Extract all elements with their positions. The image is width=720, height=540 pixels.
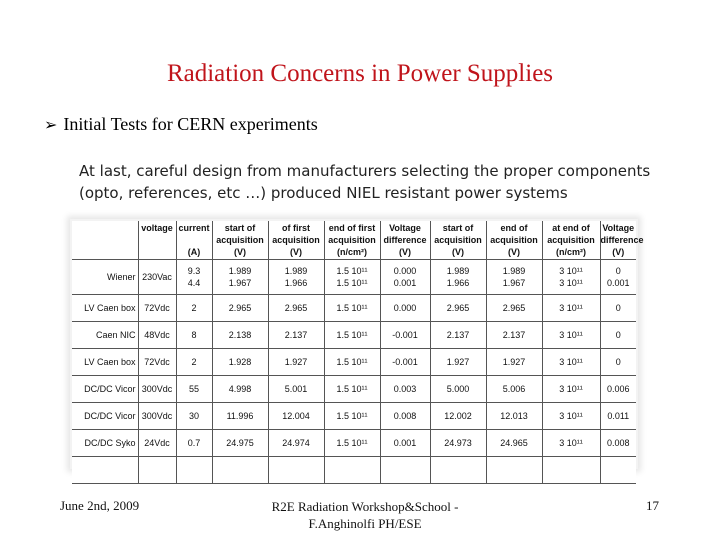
table-cell: [430, 403, 486, 430]
table-cell: [600, 295, 636, 322]
cell-value: 300Vdc: [141, 411, 173, 421]
column-header-line: (A): [187, 247, 201, 257]
cell-value: 1.927: [446, 357, 470, 367]
table-cell: [430, 322, 486, 349]
table-cell: [542, 349, 600, 376]
table-cell: [268, 349, 324, 376]
table-cell: [268, 457, 324, 484]
cell-value: 5.000: [446, 384, 470, 394]
column-header-line: [72, 222, 138, 234]
column-header-line: at end of: [552, 223, 590, 233]
cell-value: LV Caen box: [84, 303, 136, 313]
column-header: [542, 221, 600, 260]
cell-value: DC/DC Vicor: [84, 411, 136, 421]
cell-value: 3 10¹¹: [559, 411, 583, 421]
cell-value: 24.974: [282, 438, 310, 448]
column-header-line: Voltage: [602, 223, 635, 233]
cell-value: 1.989: [446, 266, 470, 276]
table-cell: [138, 403, 176, 430]
column-header: [268, 221, 324, 260]
description-line: At last, careful design from manufacturers selecting the proper components: [79, 162, 651, 180]
table-cell: [212, 430, 268, 457]
cell-value: 2.137: [284, 330, 308, 340]
table-cell: [138, 349, 176, 376]
table-cell: [268, 403, 324, 430]
cell-value: Caen NIC: [95, 330, 136, 340]
column-header: [486, 221, 542, 260]
cell-value: 5.001: [284, 384, 308, 394]
table-cell: [380, 349, 430, 376]
cell-value: 4.998: [228, 384, 252, 394]
cell-value: 1.5 10¹¹: [336, 303, 368, 313]
cell-value: 24.973: [444, 438, 472, 448]
cell-value: 2: [191, 303, 197, 313]
table-cell: [380, 430, 430, 457]
cell-value: 1.5 10¹¹: [336, 384, 368, 394]
column-header-line: (V): [612, 247, 625, 257]
cell-value: 1.967: [502, 278, 526, 288]
table-cell: [600, 260, 636, 295]
table-cell: [430, 457, 486, 484]
table-row: [72, 403, 636, 430]
table-row: [72, 376, 636, 403]
cell-value: 1.927: [284, 357, 308, 367]
table-cell: [72, 295, 138, 322]
column-header-line: voltage: [141, 223, 173, 233]
table-cell: [212, 260, 268, 295]
table-cell: [212, 457, 268, 484]
column-header-line: acquisition: [490, 235, 538, 245]
table-cell: [486, 349, 542, 376]
column-header-line: (V): [508, 247, 520, 257]
table-cell: [380, 457, 430, 484]
table-cell: [72, 260, 138, 295]
table-cell: [212, 295, 268, 322]
column-header-line: acquisition: [272, 235, 320, 245]
table-cell: [600, 403, 636, 430]
table-cell: [542, 376, 600, 403]
table-cell: [138, 295, 176, 322]
column-header: [380, 221, 430, 260]
table-cell: [486, 260, 542, 295]
cell-value: 11.996: [226, 411, 254, 421]
cell-value: 300Vdc: [141, 384, 173, 394]
column-header-line: difference: [600, 235, 644, 245]
cell-value: 5.006: [502, 384, 526, 394]
table-cell: [72, 376, 138, 403]
cell-value: 2.965: [502, 303, 526, 313]
table-cell: [176, 457, 212, 484]
cell-value: -0.001: [392, 357, 418, 367]
table-row: [72, 349, 636, 376]
table-cell: [600, 349, 636, 376]
table-row: [72, 260, 636, 295]
column-header-line: [72, 234, 138, 246]
cell-value: 2.138: [228, 330, 252, 340]
table-cell: [430, 260, 486, 295]
description-line: (opto, references, etc …) produced NIEL resistant power systems: [79, 184, 568, 202]
table-cell: [138, 430, 176, 457]
table-cell: [212, 376, 268, 403]
column-header: [430, 221, 486, 260]
cell-value: 1.5 10¹¹: [336, 357, 368, 367]
cell-value: 0.003: [393, 384, 417, 394]
table-cell: [380, 376, 430, 403]
table-cell: [600, 376, 636, 403]
column-header-line: [177, 234, 212, 246]
table-cell: [430, 430, 486, 457]
table-cell: [324, 260, 380, 295]
cell-value: 1.5 10¹¹: [336, 266, 368, 276]
cell-value: 12.013: [500, 411, 528, 421]
table-cell: [212, 349, 268, 376]
column-header-line: difference: [383, 235, 427, 245]
table-cell: [324, 349, 380, 376]
cell-value: 2.137: [502, 330, 526, 340]
table-cell: [542, 403, 600, 430]
cell-value: 12.004: [282, 411, 310, 421]
table-cell: [486, 457, 542, 484]
cell-value: 1.5 10¹¹: [336, 278, 368, 288]
table-cell: [600, 322, 636, 349]
cell-value: 1.967: [228, 278, 252, 288]
cell-value: 4.4: [187, 278, 201, 288]
cell-value: DC/DC Syko: [84, 438, 136, 448]
table-cell: [324, 430, 380, 457]
column-header-line: of first: [282, 223, 310, 233]
table-cell: [176, 260, 212, 295]
table-cell: [380, 322, 430, 349]
table-row: [72, 322, 636, 349]
column-header-line: acquisition: [216, 235, 264, 245]
table-cell: [600, 457, 636, 484]
cell-value: 1.928: [228, 357, 252, 367]
table-row: [72, 295, 636, 322]
table-cell: [380, 260, 430, 295]
table-cell: [138, 376, 176, 403]
cell-value: 48Vdc: [144, 330, 170, 340]
footer-event: [250, 498, 480, 532]
cell-value: 2.965: [446, 303, 470, 313]
cell-value: 0: [615, 330, 621, 340]
cell-value: 3 10¹¹: [559, 278, 583, 288]
column-header-line: (V): [399, 247, 411, 257]
table-cell: [176, 403, 212, 430]
cell-value: 230Vac: [142, 272, 172, 282]
cell-value: 72Vdc: [144, 357, 170, 367]
cell-value: 24.965: [500, 438, 528, 448]
column-header-line: (n/cm²): [556, 247, 586, 257]
table-cell: [212, 403, 268, 430]
column-header-line: [72, 246, 138, 258]
table-cell: [324, 295, 380, 322]
table-cell: [542, 322, 600, 349]
cell-value: 2.965: [284, 303, 308, 313]
footer-event-line: R2E Radiation Workshop&School -: [271, 499, 459, 514]
table-cell: [268, 260, 324, 295]
table-cell: [176, 376, 212, 403]
footer-event-line: F.Anghinolfi PH/ESE: [308, 516, 422, 531]
cell-value: 3 10¹¹: [559, 384, 583, 394]
cell-value: 0.001: [393, 438, 417, 448]
column-header-line: start of: [224, 223, 256, 233]
cell-value: 0.008: [393, 411, 417, 421]
cell-value: 1.989: [228, 266, 252, 276]
column-header-line: [139, 246, 176, 258]
page-number: 17: [646, 498, 659, 513]
cell-value: 1.966: [284, 278, 308, 288]
cell-value: 0.001: [606, 278, 630, 288]
table-cell: [600, 430, 636, 457]
cell-value: LV Caen box: [84, 357, 136, 367]
table-cell: [380, 295, 430, 322]
slide-title: Radiation Concerns in Power Supplies: [166, 60, 554, 87]
description-text: [79, 160, 679, 204]
column-header: [176, 221, 212, 260]
cell-value: 3 10¹¹: [559, 266, 583, 276]
table-cell: [430, 349, 486, 376]
cell-value: 1.989: [284, 266, 308, 276]
table-cell: [212, 322, 268, 349]
column-header: [600, 221, 644, 260]
cell-value: 3 10¹¹: [559, 357, 583, 367]
cell-value: 2.965: [228, 303, 252, 313]
column-header-line: Voltage: [389, 223, 421, 233]
column-header-line: acquisition: [434, 235, 482, 245]
results-table: [72, 221, 644, 484]
column-header: [212, 221, 268, 260]
table-cell: [324, 322, 380, 349]
table-cell: [268, 376, 324, 403]
table-cell: [486, 403, 542, 430]
table-cell: [268, 322, 324, 349]
arrow-bullet-icon: ➢: [44, 115, 58, 134]
column-header-line: [139, 234, 176, 246]
cell-value: 0.000: [393, 266, 417, 276]
cell-value: 2.137: [446, 330, 470, 340]
cell-value: 8: [191, 330, 197, 340]
cell-value: 1.5 10¹¹: [336, 330, 368, 340]
table-cell: [430, 376, 486, 403]
table-cell: [542, 295, 600, 322]
table-cell: [542, 430, 600, 457]
table-cell: [324, 457, 380, 484]
column-header: [138, 221, 176, 260]
cell-value: 0: [615, 357, 621, 367]
cell-value: 3 10¹¹: [559, 303, 583, 313]
cell-value: Wiener: [106, 272, 136, 282]
table-cell: [138, 260, 176, 295]
column-header-line: acquisition: [328, 235, 376, 245]
cell-value: 1.5 10¹¹: [336, 411, 368, 421]
table-cell: [430, 295, 486, 322]
table-cell: [380, 403, 430, 430]
table-cell: [72, 430, 138, 457]
bullet-text: Initial Tests for CERN experiments: [63, 114, 318, 134]
cell-value: 0.008: [606, 438, 630, 448]
cell-value: 12.002: [444, 411, 472, 421]
cell-value: 55: [188, 384, 199, 394]
column-header-line: end of first: [328, 223, 376, 233]
table-cell: [72, 457, 138, 484]
cell-value: 0.000: [393, 303, 417, 313]
table-row: [72, 430, 636, 457]
cell-value: 3 10¹¹: [559, 330, 583, 340]
table-cell: [268, 430, 324, 457]
column-header-line: (V): [234, 247, 246, 257]
cell-value: 72Vdc: [144, 303, 170, 313]
cell-value: DC/DC Vicor: [84, 384, 136, 394]
cell-value: 9.3: [187, 266, 201, 276]
column-header: [72, 221, 138, 260]
column-header-line: start of: [442, 223, 474, 233]
table-cell: [486, 295, 542, 322]
column-header-line: end of: [500, 223, 528, 233]
table-cell: [72, 322, 138, 349]
table-cell: [138, 457, 176, 484]
cell-value: 0.011: [607, 411, 630, 421]
table-header-row: [72, 221, 636, 260]
column-header-line: acquisition: [547, 235, 595, 245]
cell-value: 0.001: [393, 278, 417, 288]
cell-value: 24Vdc: [144, 438, 170, 448]
table-cell: [486, 430, 542, 457]
table-cell: [72, 403, 138, 430]
table-cell: [138, 322, 176, 349]
table-cell: [176, 349, 212, 376]
table-cell: [542, 457, 600, 484]
cell-value: 1.927: [502, 357, 526, 367]
table-cell: [542, 260, 600, 295]
table-body: [72, 260, 636, 484]
column-header-line: (n/cm²): [337, 247, 367, 257]
cell-value: 1.966: [446, 278, 470, 288]
table-cell: [176, 295, 212, 322]
table-cell: [268, 295, 324, 322]
cell-value: 24.975: [226, 438, 254, 448]
cell-value: 3 10¹¹: [559, 438, 583, 448]
cell-value: 30: [188, 411, 199, 421]
column-header: [324, 221, 380, 260]
table-cell: [486, 322, 542, 349]
bullet-point: [44, 114, 318, 135]
cell-value: 2: [191, 357, 197, 367]
cell-value: 0.7: [187, 438, 201, 448]
table-cell: [176, 430, 212, 457]
table-cell: [324, 403, 380, 430]
footer-date: June 2nd, 2009: [60, 498, 140, 513]
cell-value: -0.001: [392, 330, 418, 340]
table-cell: [486, 376, 542, 403]
column-header-line: (V): [290, 247, 302, 257]
cell-value: 1.989: [502, 266, 526, 276]
table-cell: [176, 322, 212, 349]
cell-value: 1.5 10¹¹: [336, 438, 368, 448]
table-cell: [72, 349, 138, 376]
cell-value: 0.006: [606, 384, 630, 394]
cell-value: 0: [615, 266, 621, 276]
cell-value: 0: [615, 303, 621, 313]
table-row: [72, 457, 636, 484]
results-table-container: [70, 219, 644, 469]
column-header-line: current: [178, 223, 210, 233]
table-cell: [324, 376, 380, 403]
column-header-line: (V): [452, 247, 464, 257]
